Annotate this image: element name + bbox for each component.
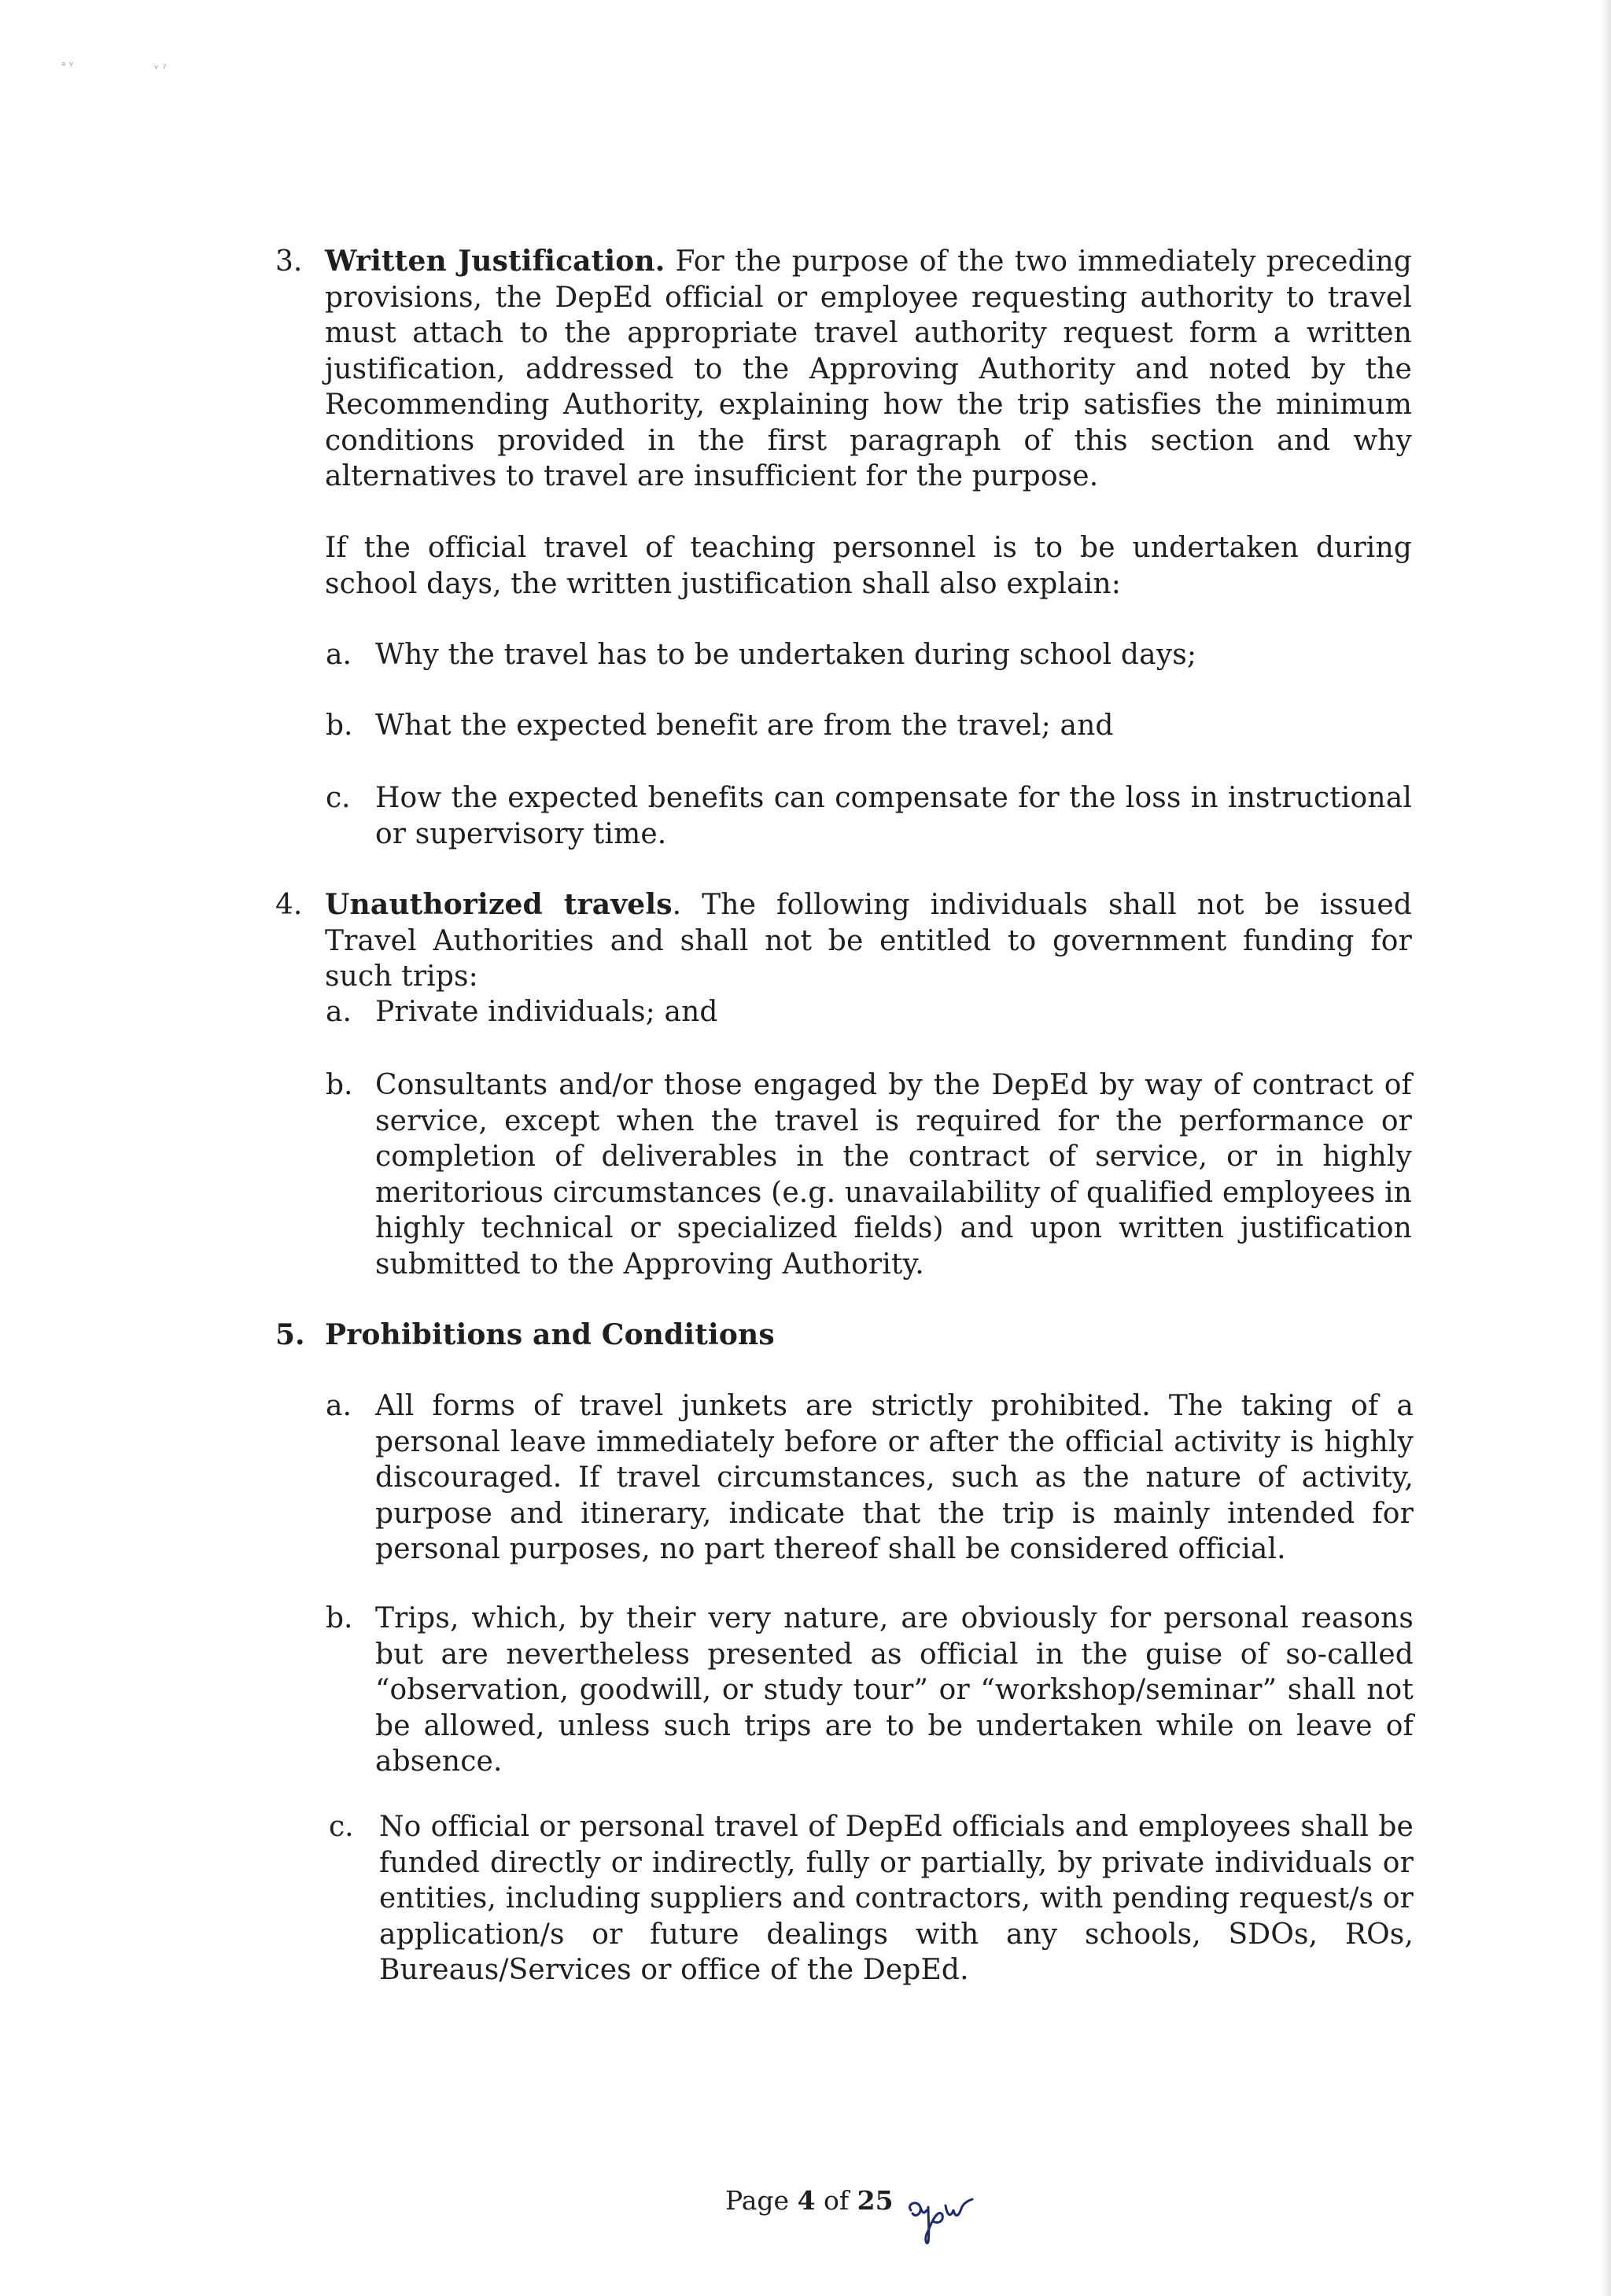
section-4-number: 4. (275, 889, 303, 921)
section-3-school-days-paragraph: If the official travel of teaching personnel is to be undertaken during school days, the written justification shall also explain: (325, 532, 1412, 600)
section-5-item-a-label: a. (326, 1390, 352, 1422)
section-3-item-a-label: a. (326, 639, 352, 671)
section-5-item-b-text: Trips, which, by their very nature, are obviously for personal reasons but are nevertheless presented as official in the guise of so-called “observation, goodwill, or study tour” or “workshop/seminar” shall not be allowed, unless such trips are to be undertaken while on leave of absence. (375, 1602, 1414, 1778)
scan-mark-right: ᵛ ˀ (154, 63, 167, 76)
section-5-title: Prohibitions and Conditions (325, 1318, 775, 1351)
section-4-item-a-label: a. (326, 996, 352, 1028)
section-5-number: 5. (275, 1318, 305, 1351)
total-pages: 25 (857, 2185, 894, 2216)
section-4-text: . The following individuals shall not be issued Travel Authorities and shall not be entitled to government funding for such trips: (325, 889, 1412, 993)
of-word: of (824, 2185, 850, 2216)
section-4-paragraph (325, 887, 1412, 995)
section-4-item-a-text: Private individuals; and (375, 996, 718, 1028)
section-5-item-c-text: No official or personal travel of DepEd officials and employees shall be funded directly or indirectly, fully or partially, by private individuals or entities, including suppliers and contractors, with pending request/s or application/s or future dealings with any schools, SDOs, ROs, Bureaus/Services or office of the DepEd. (379, 1811, 1414, 1986)
section-4-item-b-label: b. (326, 1069, 353, 1101)
section-3-item-b-text: What the expected benefit are from the travel; and (375, 709, 1114, 742)
section-3-title: Written Justification. (325, 245, 665, 278)
section-5-item-a-text: All forms of travel junkets are strictly prohibited. The taking of a personal leave immediately before or after the official activity is highly discouraged. If travel circumstances, such as the nature of activity, purpose and itinerary, indicate that the trip is mainly intended for personal purposes, no part thereof shall be considered official. (375, 1390, 1414, 1565)
scan-mark-left: ᵃ ᵛ (61, 60, 74, 72)
section-4-title: Unauthorized travels (325, 888, 673, 921)
section-3-paragraph (325, 244, 1412, 495)
section-5-item-c-label: c. (329, 1811, 354, 1843)
page-word: Page (725, 2185, 790, 2216)
section-3-item-a-text: Why the travel has to be undertaken during school days; (375, 639, 1197, 671)
handwritten-initials-signature (905, 2187, 983, 2250)
current-page: 4 (797, 2185, 816, 2216)
page-number (725, 2185, 894, 2217)
section-3-item-c-text: How the expected benefits can compensate for the loss in instructional or supervisory time. (375, 782, 1412, 850)
section-3-item-c-label: c. (326, 782, 351, 814)
section-4-item-b-text: Consultants and/or those engaged by the DepEd by way of contract of service, except when the travel is required for the performance or completion of deliverables in the contract of service, or in highly meritorious circumstances (e.g. unavailability of qualified employees in highly technical or specialized fields) and upon written justification submitted to the Approving Authority. (375, 1069, 1412, 1281)
section-3-item-b-label: b. (326, 709, 353, 742)
section-3-number: 3. (275, 245, 303, 278)
section-5-item-b-label: b. (326, 1602, 353, 1634)
section-3-text: For the purpose of the two immediately preceding provisions, the DepEd official or employee requesting authority to travel must attach to the appropriate travel authority request form a written justification, addressed to the Approving Authority and noted by the Recommending Authority, explaining how the trip satisfies the minimum conditions provided in the first paragraph of this section and why alternatives to travel are insufficient for the purpose. (325, 245, 1412, 492)
